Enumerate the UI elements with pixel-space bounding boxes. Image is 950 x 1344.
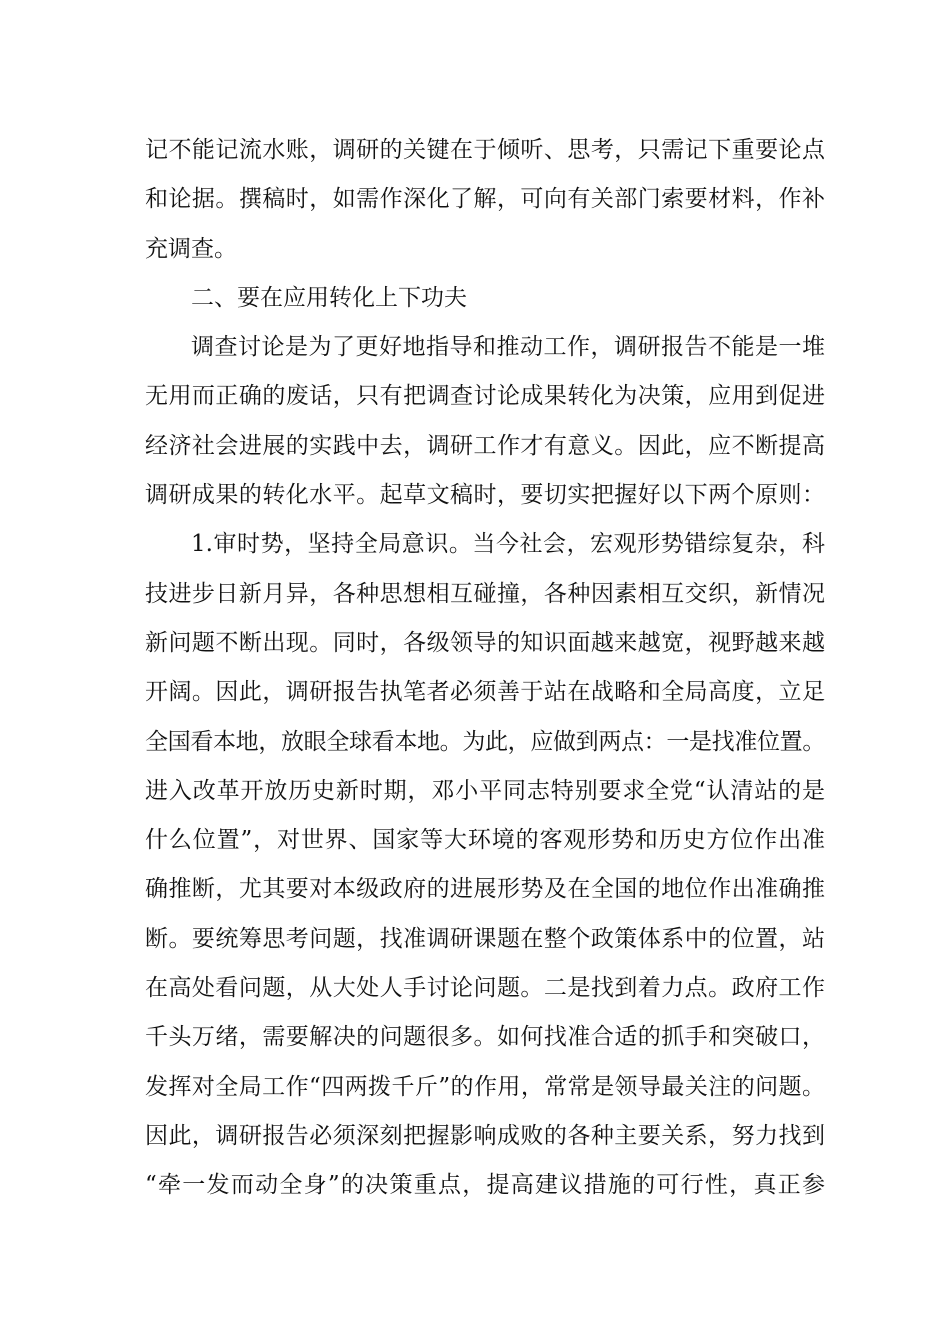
document-body <box>145 126 825 1211</box>
text-line: 开阔。因此，调研报告执笔者必须善于站在战略和全局高度，立足 <box>145 679 825 706</box>
text-line: 经济社会进展的实践中去，调研工作才有意义。因此，应不断提高 <box>145 432 825 459</box>
section-heading: 二、要在应用转化上下功夫 <box>191 284 467 311</box>
text-line: “牵一发而动全身”的决策重点，提高建议措施的可行性，真正参 <box>145 1172 825 1199</box>
text-line: 在高处看问题，从大处人手讨论问题。二是找到着力点。政府工作 <box>145 975 825 1002</box>
text-line: 1.审时势，坚持全局意识。当今社会，宏观形势错综复杂，科 <box>191 531 825 558</box>
text-line: 技进步日新月异，各种思想相互碰撞，各种因素相互交织，新情况 <box>145 580 825 607</box>
text-line: 断。要统筹思考问题，找准调研课题在整个政策体系中的位置，站 <box>145 925 825 952</box>
text-line: 全国看本地，放眼全球看本地。为此，应做到两点：一是找准位置。 <box>145 728 826 755</box>
text-line: 记不能记流水账，调研的关键在于倾听、思考，只需记下重要论点 <box>145 137 825 163</box>
text-line: 新问题不断出现。同时，各级领导的知识面越来越宽，视野越来越 <box>145 629 825 656</box>
text-line: 无用而正确的废话，只有把调查讨论成果转化为决策，应用到促进 <box>145 383 825 410</box>
text-line: 发挥对全局工作“四两拨千斤”的作用，常常是领导最关注的问题。 <box>145 1073 825 1100</box>
text-line: 充调查。 <box>145 235 237 262</box>
text-line: 千头万绪，需要解决的问题很多。如何找准合适的抓手和突破口， <box>145 1024 825 1051</box>
text-line: 确推断，尤其要对本级政府的进展形势及在全国的地位作出准确推 <box>145 876 825 903</box>
text-line: 调查讨论是为了更好地指导和推动工作，调研报告不能是一堆 <box>191 334 825 361</box>
text-line: 因此，调研报告必须深刻把握影响成败的各种主要关系，努力找到 <box>145 1122 825 1149</box>
text-line: 和论据。撰稿时，如需作深化了解，可向有关部门索要材料，作补 <box>145 186 825 213</box>
text-line: 进入改革开放历史新时期，邓小平同志特别要求全党“认清站的是 <box>145 777 825 804</box>
text-line: 调研成果的转化水平。起草文稿时，要切实把握好以下两个原则： <box>145 482 825 509</box>
text-line: 什么位置”，对世界、国家等大环境的客观形势和历史方位作出准 <box>145 827 825 854</box>
